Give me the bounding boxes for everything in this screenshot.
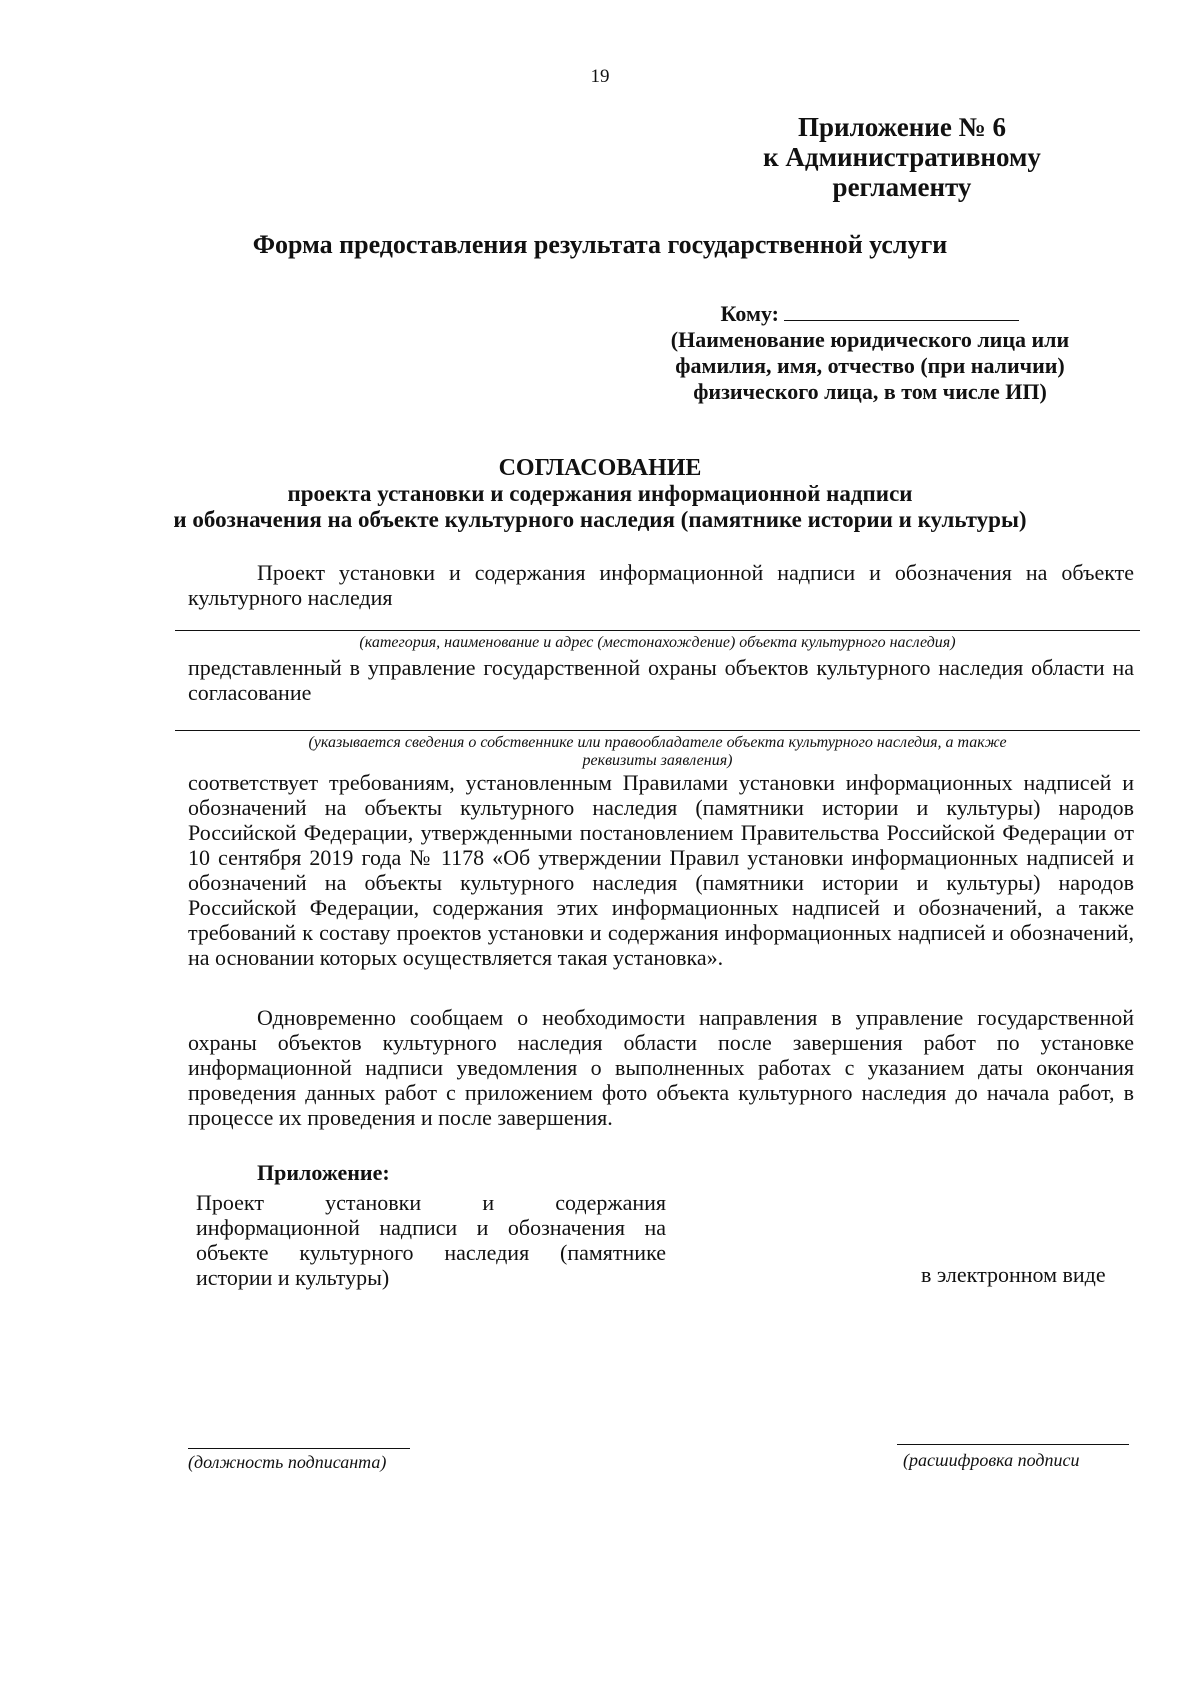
addressee-label-row bbox=[620, 300, 1120, 327]
attachment-format: в электронном виде bbox=[921, 1262, 1106, 1287]
document-title-main: СОГЛАСОВАНИЕ bbox=[498, 455, 702, 481]
attachment-title: Приложение: bbox=[257, 1160, 390, 1185]
paragraph-submitted: представленный в управление государственной охраны объектов культурного наследия области на согласование bbox=[188, 655, 1134, 705]
appendix-line-3: регламенту bbox=[832, 172, 972, 202]
position-signature-line bbox=[188, 1448, 410, 1449]
owner-hint-line-1: (указывается сведения о собственнике или правообладателе объекта культурного наследия, а также bbox=[308, 734, 1007, 751]
appendix-line-2: к Административному bbox=[763, 142, 1041, 172]
addressee-blank-line bbox=[784, 300, 1019, 321]
position-hint: (должность подписанта) bbox=[188, 1452, 387, 1472]
addressee-line-3: физического лица, в том числе ИП) bbox=[693, 379, 1047, 404]
appendix-header bbox=[692, 112, 1112, 202]
page-number: 19 bbox=[590, 66, 610, 87]
owner-fill-line bbox=[175, 730, 1140, 731]
name-hint: (расшифровка подписи bbox=[903, 1450, 1080, 1470]
document-title bbox=[0, 455, 1200, 533]
document-title-line-1: проекта установки и содержания информационной надписи bbox=[287, 481, 913, 506]
owner-hint-line-2: реквизиты заявления) bbox=[582, 752, 733, 769]
addressee-line-1: (Наименование юридического лица или bbox=[670, 327, 1070, 352]
addressee-block bbox=[620, 300, 1120, 405]
object-fill-line bbox=[175, 630, 1140, 631]
owner-hint bbox=[175, 734, 1140, 770]
paragraph-notification: Одновременно сообщаем о необходимости направления в управление государственной охраны объектов культурного наследия области после завершения работ по установке информационной надписи уведомления о выполненных работах с указанием даты окончания проведения данных работ с приложением фото объекта культурного наследия до начала работ, в процессе их проведения и после завершения. bbox=[188, 1005, 1134, 1130]
attachment-text: Проект установки и содержания информационной надписи и обозначения на объекте культурного наследия (памятнике истории и культуры) bbox=[196, 1190, 666, 1290]
document-title-line-2: и обозначения на объекте культурного наследия (памятнике истории и культуры) bbox=[173, 507, 1027, 532]
name-signature-line bbox=[897, 1444, 1129, 1445]
appendix-line-1: Приложение № 6 bbox=[798, 112, 1006, 142]
paragraph-project: Проект установки и содержания информационной надписи и обозначения на объекте культурного наследия bbox=[188, 560, 1134, 610]
object-hint: (категория, наименование и адрес (местонахождение) объекта культурного наследия) bbox=[359, 634, 956, 651]
addressee-line-2: фамилия, имя, отчество (при наличии) bbox=[675, 353, 1065, 378]
addressee-label: Кому: bbox=[720, 301, 779, 326]
paragraph-compliance: соответствует требованиям, установленным Правилами установки информационных надписей и обозначений на объекты культурного наследия (памятники истории и культуры) народов Российской Федерации, утвержденными постановлением Правительства Российской Федерации от 10 сентября 2019 года № 1178 «Об утверждении Правил установки информационных надписей и обозначений на объекты культурного наследия (памятники истории и культуры) народов Российской Федерации, содержания этих информационных надписей и обозначений, а также требований к составу проектов установки и содержания информационных надписей и обозначений, на основании которых осуществляется такая установка». bbox=[188, 770, 1134, 970]
form-title: Форма предоставления результата государственной услуги bbox=[252, 230, 948, 259]
